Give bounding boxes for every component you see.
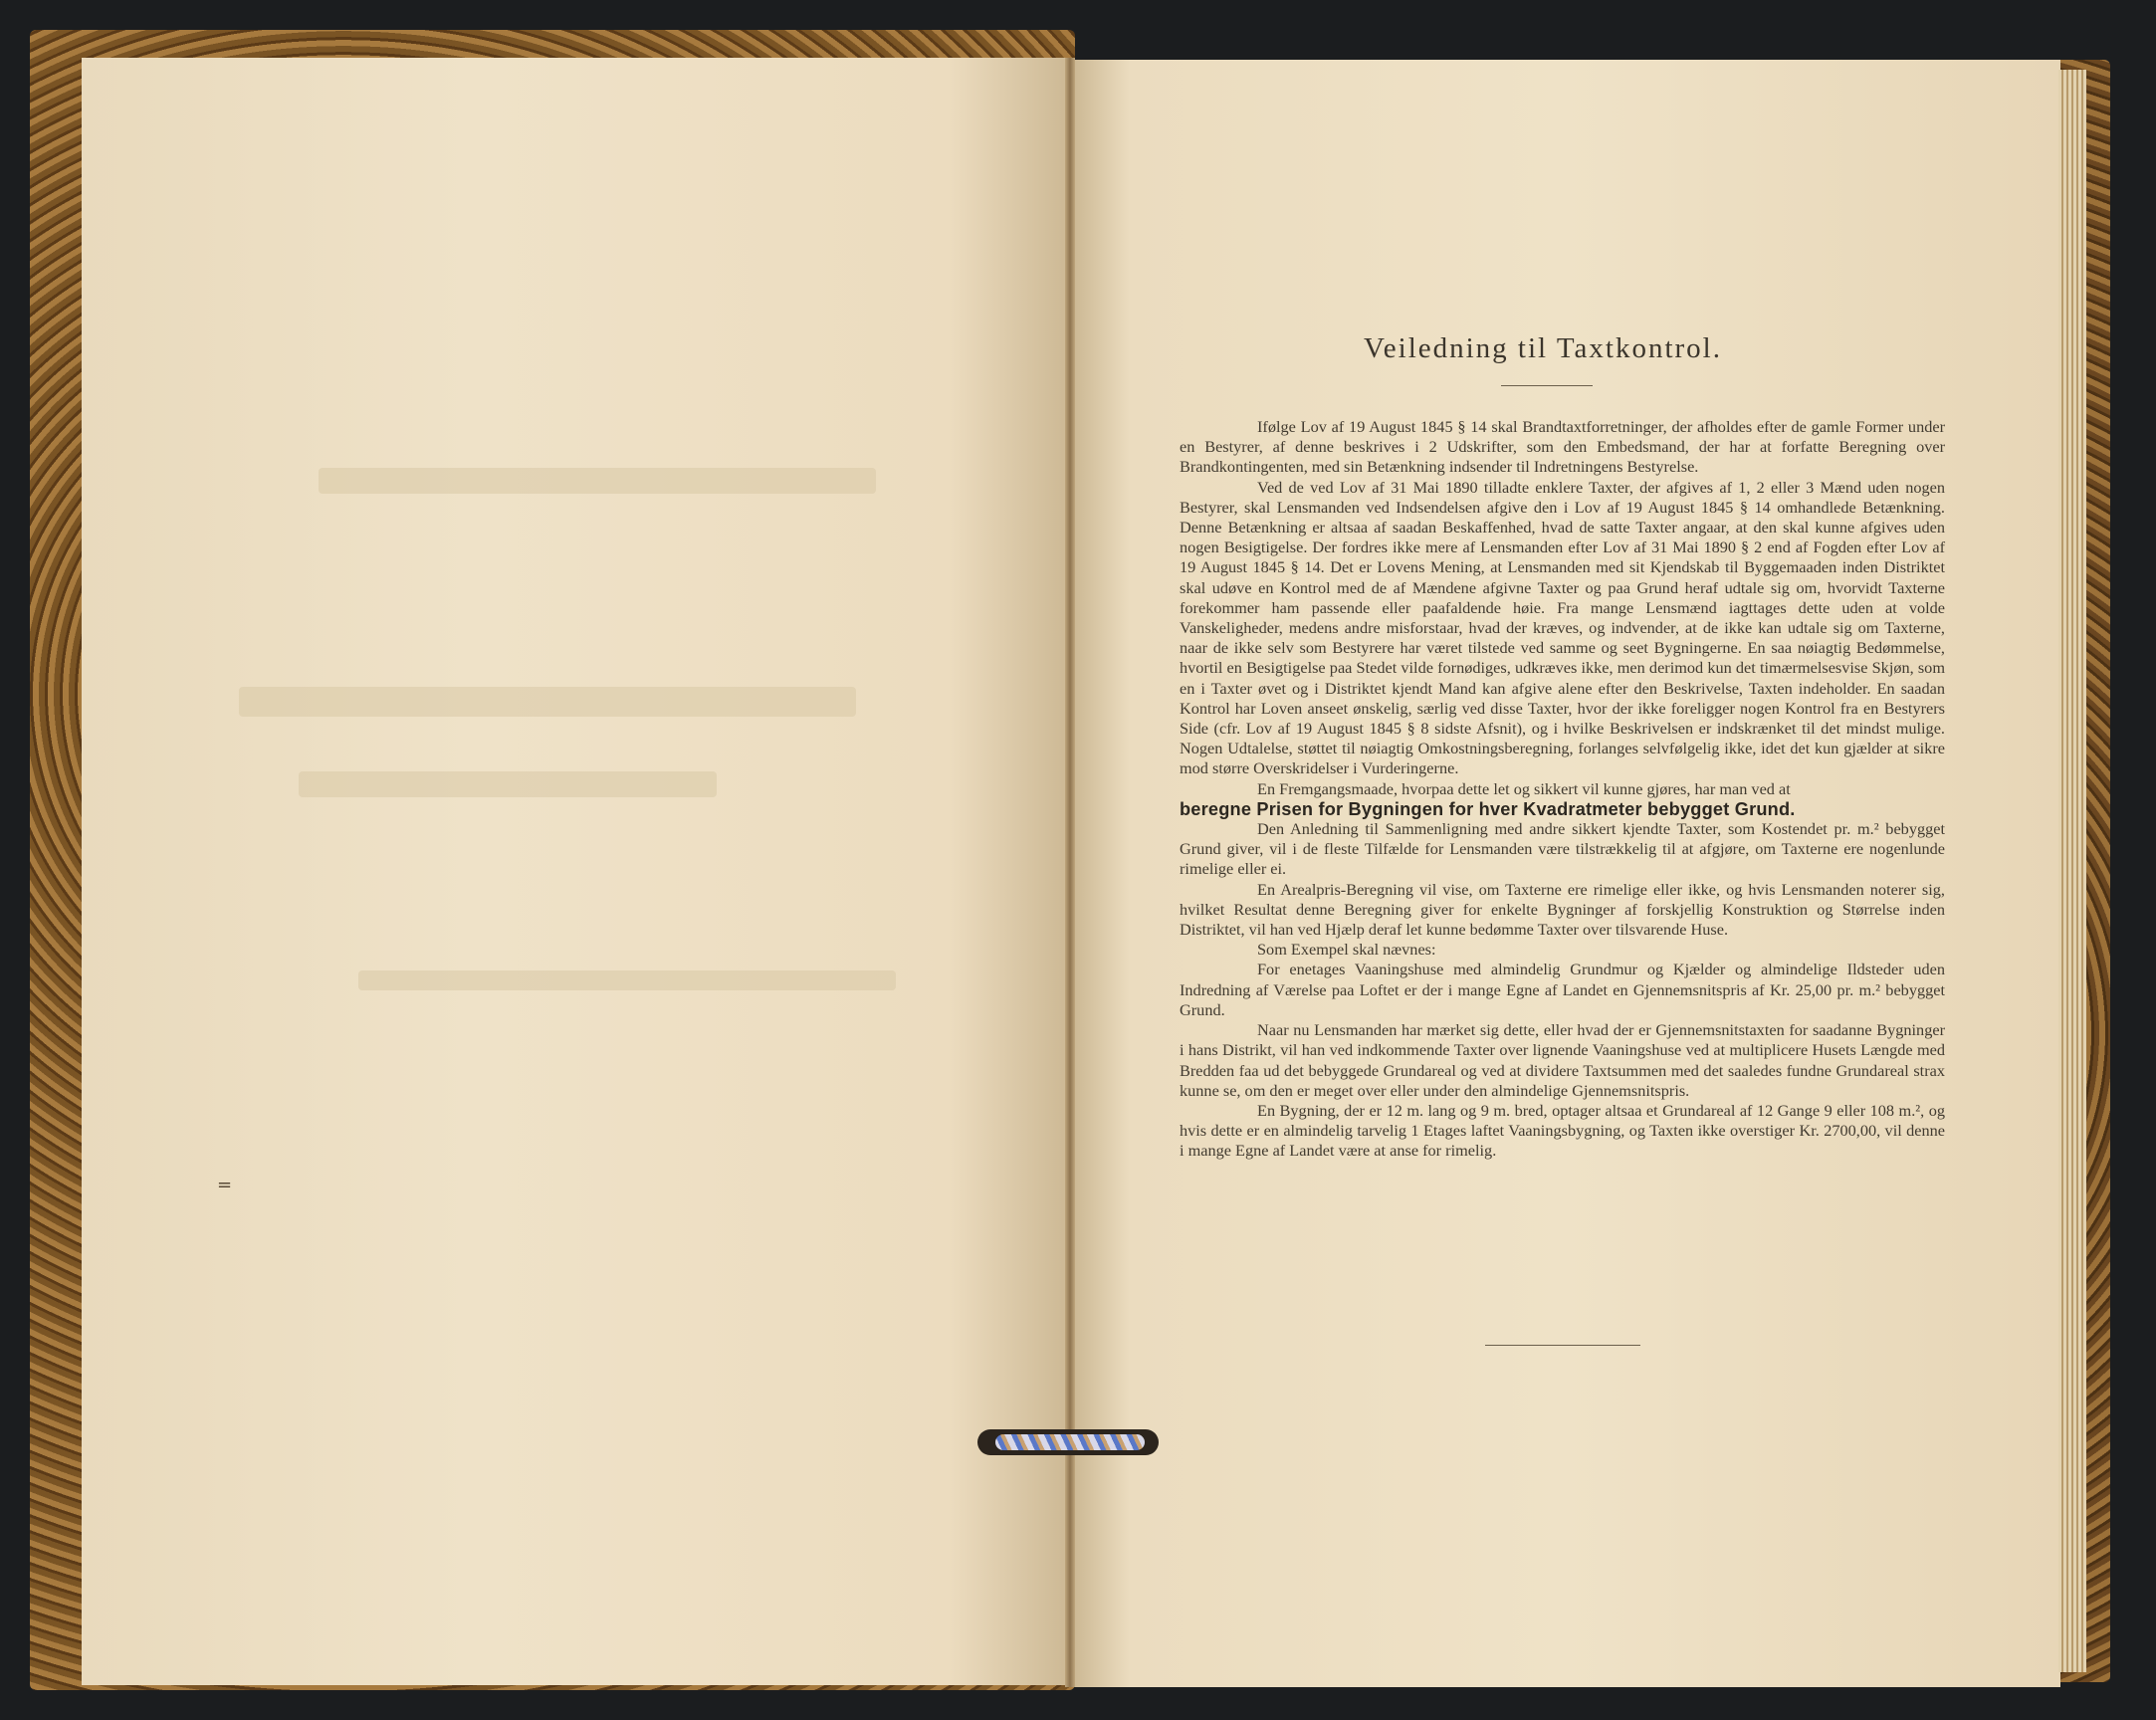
paragraph: For enetages Vaaningshuse med almindelig Grundmur og Kjælder og almindelige Ildsteder uden Indredning af Værelse paa Loftet er der i mange Egne af Landet en Gjennemsnitspris af Kr. 25,00 pr. m.² bebygget Grund.: [1180, 960, 1945, 1019]
binding-thread: [995, 1434, 1145, 1450]
paragraph: Ved de ved Lov af 31 Mai 1890 tilladte enklere Taxter, der afgives af 1, 2 eller 3 Mænd uden nogen Bestyrer, skal Lensmanden ved Indsendelsen afgive den i Lov af 19 August 1845 § 14 omhandlede Betænkning. Denne Betænkning er altsaa af saadan Beskaffenhed, hvad de satte Taxter angaar, at den skal kunne afgives uden nogen Besigtigelse. Der fordres ikke mere af Lensmanden efter Lov af 31 Mai 1890 § 2 end af Fogden efter Lov af 19 August 1845 § 14. Det er Lovens Mening, at Lensmanden med sit Kjendskab til Byggemaaden inden Distriktet skal udøve en Kontrol med de af Mændene afgivne Taxter og paa Grund heraf udtale sig om, hvorvidt Taxterne forekommer ham passende eller paafaldende høie. Fra mange Lensmænd iagttages dette uden at volde Vanskeligheder, medens andre misforstaar, hvad der kræves, og indvender, at de ikke kan udtale sig om Taxterne, naar de ikke selv som Bestyrere har været tilstede ved samme og seet Bygningerne. En saa nøiagtig Bedømmelse, hvortil en Besigtigelse paa Stedet vilde fornødiges, udkræves ikke, men derimod kun det timærmelsesvise Skjøn, som en i Taxter øvet og i Distriktet kjendt Mand kan afgive alene efter den Beskrivelse, Taxten indeholder. En saadan Kontrol har Loven anseet ønskelig, særlig ved disse Taxter, hvor der ikke foreligger nogen Kontrol fra en Bestyrers Side (cfr. Lov af 19 August 1845 § 8 sidste Afsnit), og i hvilke Beskrivelsen er indskrænket til det mindst mulige. Nogen Udtalelse, støttet til nøiagtig Omkostningsberegning, forlanges selvfølgelig ikke, idet det kun gjælder at sikre mod større Overskridelser i Vurderingerne.: [1180, 477, 1945, 778]
page-edges: [2058, 70, 2086, 1672]
paragraph: Ifølge Lov af 19 August 1845 § 14 skal Brandtaxtforretninger, der afholdes efter de gamle Former under en Bestyrer, af denne beskrives i 2 Udskrifter, som den Embedsmand, der har at forfatte Beregning over Brandkontingenten, med sin Betænkning indsender til Indretningens Bestyrelse.: [1180, 417, 1945, 477]
paragraph: Naar nu Lensmanden har mærket sig dette, eller hvad der er Gjennemsnitstaxten for saadanne Bygninger i hans Distrikt, vil han ved indkommende Taxter over lignende Vaaningshuse ved at multiplicere Husets Længde med Bredden faa ud det bebyggede Grundareal og ved at dividere Taxtsummen med det saaledes fundne Grundareal strax kunne se, om den er meget over eller under den almindelige Gjennemsnitspris.: [1180, 1020, 1945, 1100]
bleed-through-line: [358, 970, 896, 990]
bold-emphasis-line: beregne Prisen for Bygningen for hver Kvadratmeter bebygget Grund.: [1180, 798, 1796, 819]
bleed-through-line: [299, 771, 717, 797]
margin-mark: =: [217, 1175, 233, 1195]
document-title: Veiledning til Taxtkontrol.: [1364, 332, 1722, 364]
bleed-through-line: [239, 687, 856, 717]
paragraph: En Bygning, der er 12 m. lang og 9 m. bred, optager altsaa et Grundareal af 12 Gange 9 eller 108 m.², og hvis dette er en almindelig tarvelig 1 Etages laftet Vaaningsbygning, og Taxten ikke overstiger Kr. 2700,00, vil denne i mange Egne af Landet være at anse for rimelig.: [1180, 1100, 1945, 1161]
title-rule: [1501, 385, 1593, 386]
paragraph: En Arealpris-Beregning vil vise, om Taxterne ere rimelige eller ikke, og hvis Lensmanden noterer sig, hvilket Resultat denne Beregning giver for enkelte Bygninger af forskjellig Konstruktion og Størrelse inden Distriktet, vil han ved Hjælp deraf let kunne bedømme Taxter over tilsvarende Huse.: [1180, 879, 1945, 940]
left-page: [82, 58, 1067, 1685]
closing-rule: [1485, 1345, 1640, 1346]
paragraph: Som Exempel skal nævnes:: [1257, 940, 1436, 960]
document-body: [1180, 417, 1945, 1162]
paragraph: Den Anledning til Sammenligning med andre sikkert kjendte Taxter, som Kostendet pr. m.² bebygget Grund giver, vil i de fleste Tilfælde for Lensmanden være tilstrækkelig til at afgjøre, om Taxterne ere nogenlunde rimelige eller ei.: [1180, 819, 1945, 879]
paragraph: En Fremgangsmaade, hvorpaa dette let og sikkert vil kunne gjøres, har man ved at: [1257, 778, 1791, 798]
bleed-through-line: [319, 468, 876, 494]
